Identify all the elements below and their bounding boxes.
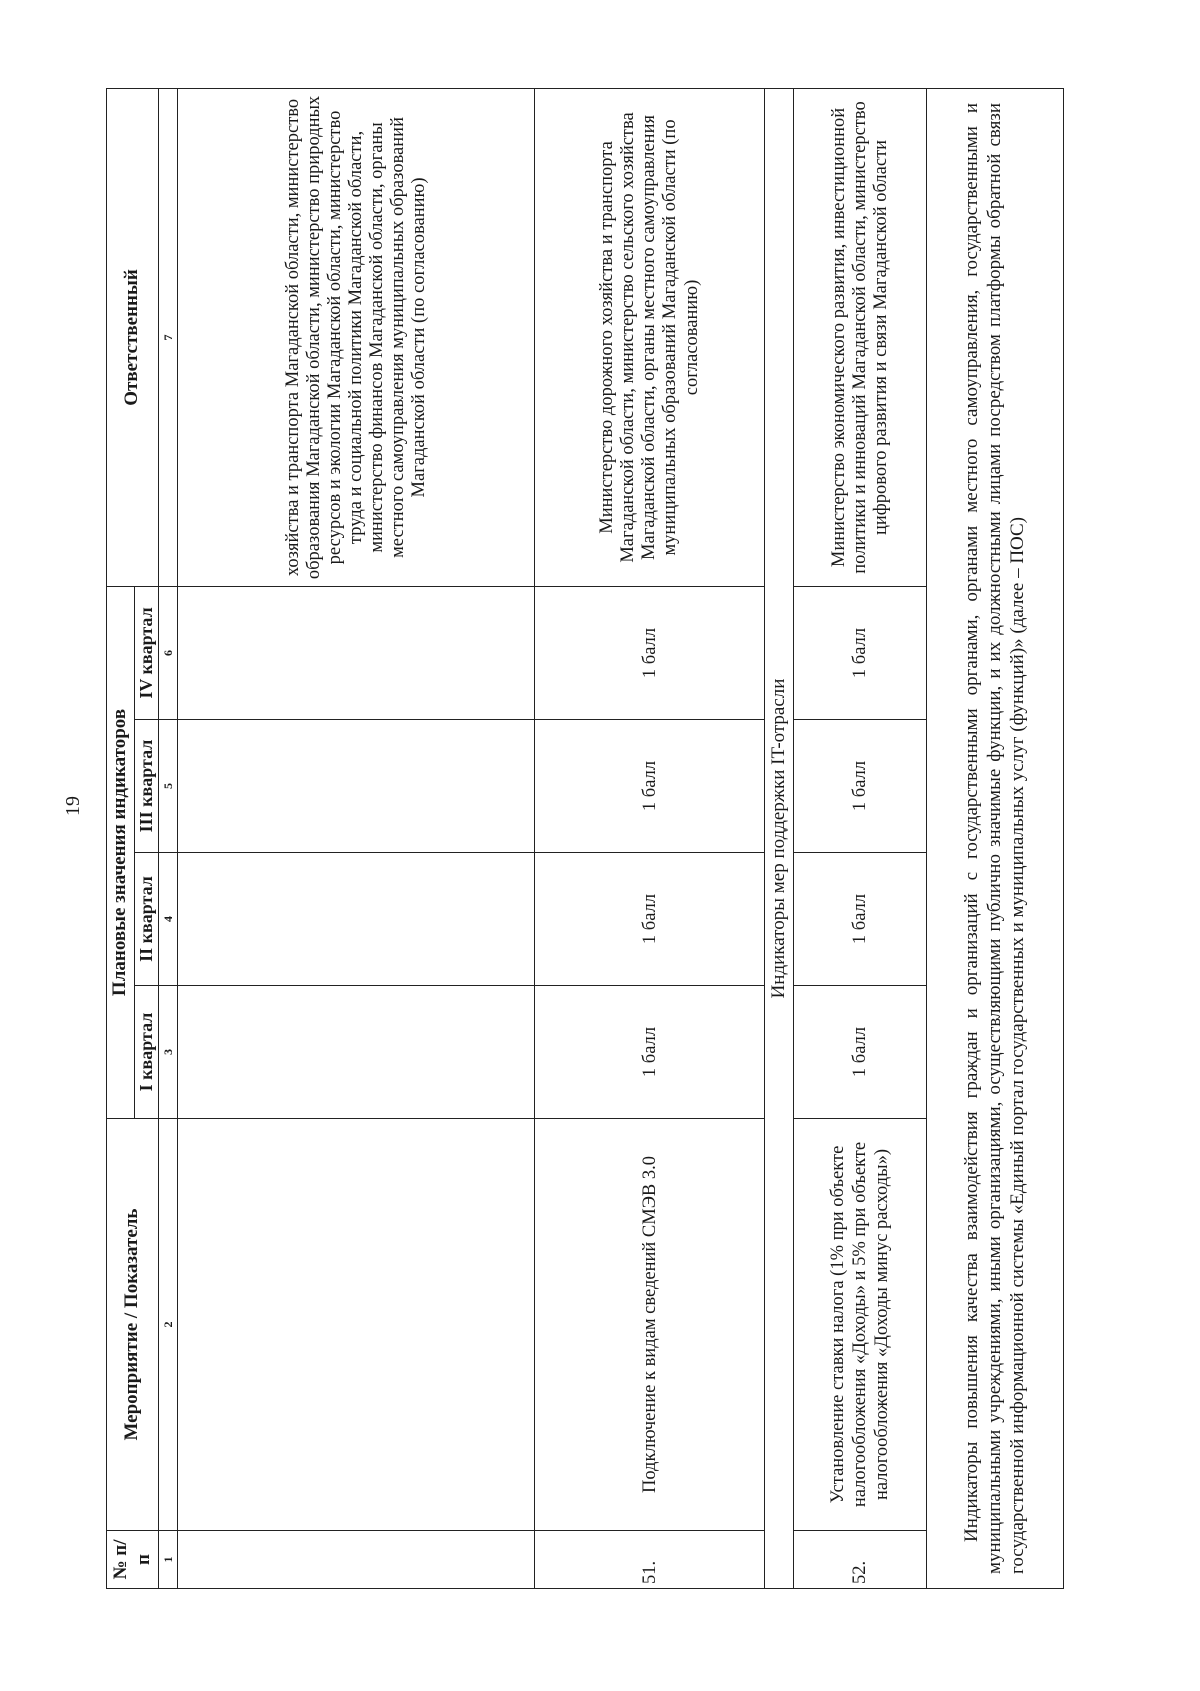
cell-responsible: Министерство экономического развития, инвестиционной политики и инноваций Магаданской области, министерство цифрового развития и связи Магаданской области xyxy=(794,88,927,586)
table-row-continued xyxy=(178,88,535,1588)
cell-num xyxy=(178,1531,535,1589)
header-q2: II квартал xyxy=(134,853,159,986)
column-numbers-row xyxy=(159,88,178,1588)
header-row xyxy=(107,88,135,1588)
cell-responsible: хозяйства и транспорта Магаданской области, министерство образования Магаданской области, министерство природных ресурсов и экологии Магаданской области, министерство труда и социальной политики Магаданской области, министерство финансов Магаданской области, органы местного самоуправления муниципальных образований Магаданской области (по согласованию) xyxy=(178,88,535,586)
header-q3: III квартал xyxy=(134,720,159,853)
column-number: 4 xyxy=(159,853,178,986)
section-description: Индикаторы повышения качества взаимодействия граждан и организаций с государственными органами, органами местного самоуправления, государственными и муниципальными учреждениями, иными организациями, осуществляющими публично значимые функции, и их должностными лицами посредством платформы обратной связи государственной информационной системы «Единый портал государственных и муниципальных услуг (функций)» (далее – ПОС) xyxy=(927,88,1064,1588)
cell-measure: Подключение к видам сведений СМЭВ 3.0 xyxy=(535,1119,765,1531)
column-number: 6 xyxy=(159,586,178,719)
cell-q3 xyxy=(178,720,535,853)
cell-q3: 1 балл xyxy=(535,720,765,853)
column-number: 5 xyxy=(159,720,178,853)
cell-num: 52. xyxy=(794,1531,927,1589)
section-row-pos xyxy=(927,88,1064,1588)
cell-q3: 1 балл xyxy=(794,720,927,853)
cell-q2 xyxy=(178,853,535,986)
cell-measure xyxy=(178,1119,535,1531)
section-row-it xyxy=(765,88,794,1588)
header-responsible: Ответственный xyxy=(107,88,159,586)
cell-q2: 1 балл xyxy=(794,853,927,986)
header-measure: Мероприятие / Показатель xyxy=(107,1119,159,1531)
cell-q4: 1 балл xyxy=(535,586,765,719)
column-number: 7 xyxy=(159,88,178,586)
page-number: 19 xyxy=(62,796,84,816)
cell-q1: 1 балл xyxy=(535,986,765,1119)
rotated-page-content xyxy=(106,89,1052,1589)
header-plan-values: Плановые значения индикаторов xyxy=(107,586,135,1118)
header-q1: I квартал xyxy=(134,986,159,1119)
cell-q4: 1 балл xyxy=(794,586,927,719)
header-num: № п/п xyxy=(107,1531,159,1589)
column-number: 3 xyxy=(159,986,178,1119)
cell-num: 51. xyxy=(535,1531,765,1589)
cell-responsible: Министерство дорожного хозяйства и транспорта Магаданской области, министерство сельского хозяйства Магаданской области, органы местного самоуправления муниципальных образований Магаданской области (по согласованию) xyxy=(535,88,765,586)
column-number: 2 xyxy=(159,1119,178,1531)
cell-q1 xyxy=(178,986,535,1119)
column-number: 1 xyxy=(159,1531,178,1589)
cell-measure: Установление ставки налога (1% при объекте налогообложения «Доходы» и 5% при объекте налогообложения «Доходы минус расходы») xyxy=(794,1119,927,1531)
cell-q2: 1 балл xyxy=(535,853,765,986)
table-row-52 xyxy=(794,88,927,1588)
cell-q4 xyxy=(178,586,535,719)
header-q4: IV квартал xyxy=(134,586,159,719)
indicators-table xyxy=(106,88,1064,1589)
cell-q1: 1 балл xyxy=(794,986,927,1119)
table-row-51 xyxy=(535,88,765,1588)
section-title: Индикаторы мер поддержки IT-отрасли xyxy=(765,88,794,1588)
